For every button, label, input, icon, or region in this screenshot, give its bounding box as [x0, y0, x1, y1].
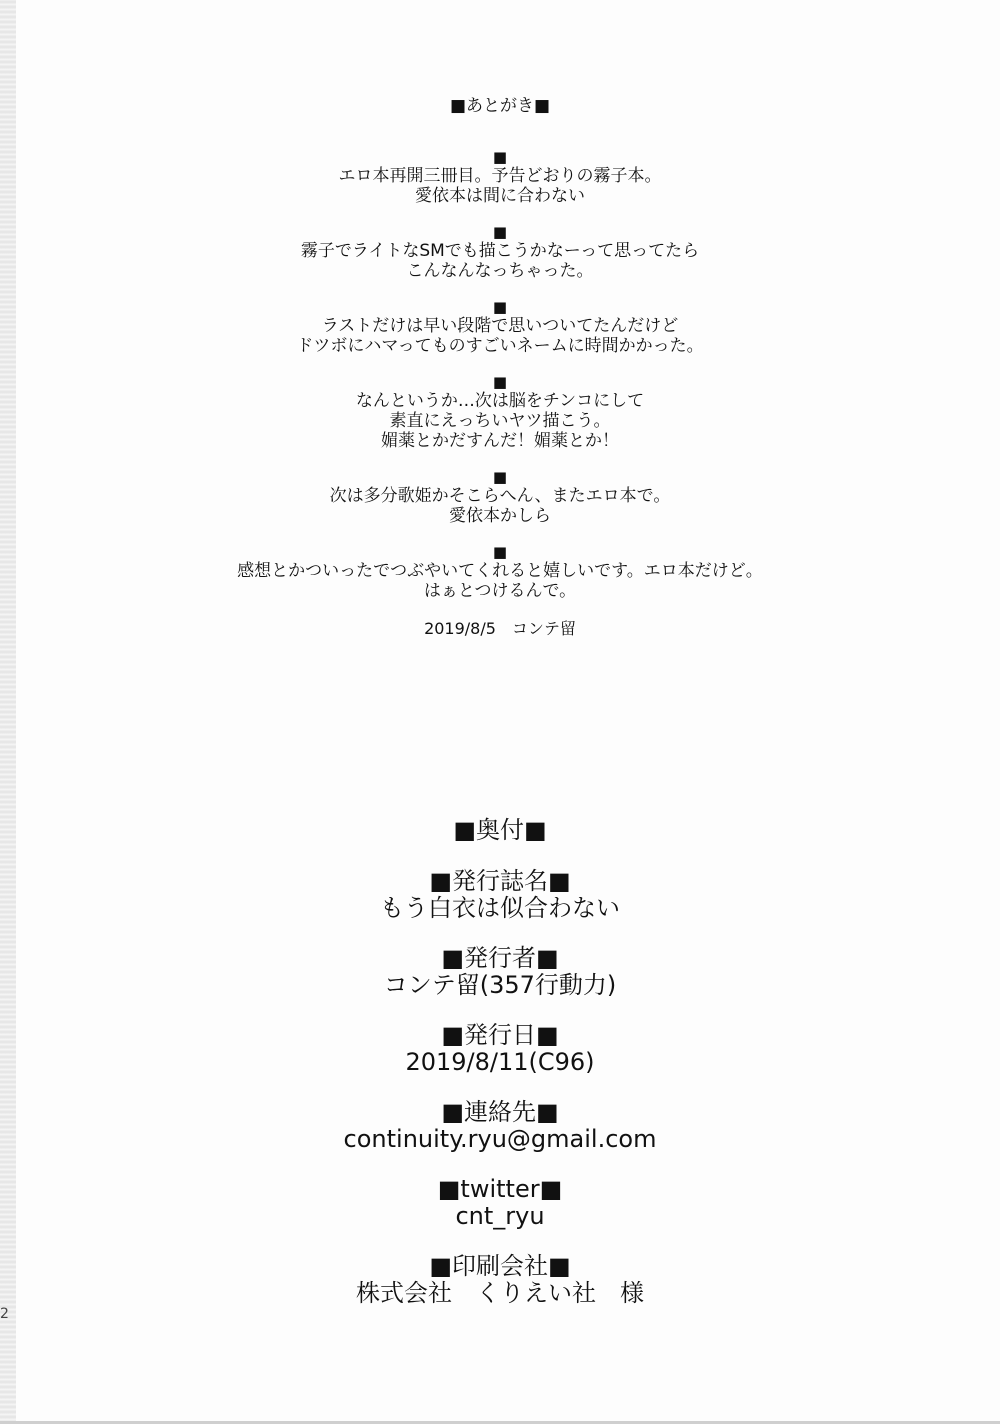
afterword-line: 次は多分歌姫かそこらへん、またエロ本で。: [329, 486, 671, 506]
afterword-line: 霧子でライトなSMでも描こうかなーって思ってたら: [300, 241, 700, 261]
entry-value: コンテ留(357行動力): [383, 971, 617, 999]
colophon-entry-twitter: [0, 1176, 1000, 1230]
colophon-entry-publication: [0, 868, 1000, 922]
entry-label: ■連絡先■: [441, 1098, 559, 1126]
afterword-block: [0, 544, 1000, 601]
afterword-block: [0, 299, 1000, 356]
block-marker: ■: [492, 468, 508, 486]
entry-value: 株式会社 くりえい社 様: [356, 1279, 644, 1307]
colophon-entry-printer: [0, 1253, 1000, 1307]
afterword-block: [0, 374, 1000, 451]
entry-value: もう白衣は似合わない: [380, 894, 620, 922]
entry-label: ■twitter■: [437, 1175, 563, 1203]
entry-label: ■発行誌名■: [429, 867, 571, 895]
block-marker: ■: [492, 373, 508, 391]
block-marker: ■: [492, 223, 508, 241]
afterword-line: 媚薬とかだすんだ！媚薬とか！: [381, 431, 619, 451]
entry-value: continuity.ryu@gmail.com: [343, 1125, 657, 1153]
colophon-entry-publisher: [0, 945, 1000, 999]
afterword-line: ラストだけは早い段階で思いついてたんだけど: [321, 316, 679, 336]
entry-value: 2019/8/11(C96): [405, 1048, 595, 1076]
afterword-line: こんなんなっちゃった。: [406, 261, 594, 281]
afterword-section: [0, 96, 1000, 639]
entry-value: cnt_ryu: [455, 1202, 545, 1230]
afterword-block: [0, 224, 1000, 281]
colophon-title: ■奥付■: [453, 816, 547, 844]
colophon-entry-contact: [0, 1099, 1000, 1153]
afterword-line: はぁとつけるんで。: [423, 581, 577, 601]
afterword-block: [0, 469, 1000, 526]
afterword-line: 素直にえっちいヤツ描こう。: [389, 411, 611, 431]
afterword-block: [0, 149, 1000, 206]
afterword-line: エロ本再開三冊目。予告どおりの霧子本。: [338, 166, 662, 186]
colophon-entry-date: [0, 1022, 1000, 1076]
entry-label: ■発行日■: [441, 1021, 559, 1049]
block-marker: ■: [492, 148, 508, 166]
page-number: 2: [0, 1306, 9, 1322]
block-marker: ■: [492, 298, 508, 316]
entry-label: ■発行者■: [441, 944, 559, 972]
entry-label: ■印刷会社■: [429, 1252, 571, 1280]
afterword-title: ■あとがき■: [449, 96, 551, 116]
afterword-line: 感想とかついったでつぶやいてくれると嬉しいです。エロ本だけど。: [237, 561, 763, 581]
afterword-line: 愛依本かしら: [449, 506, 551, 526]
afterword-line: なんというか…次は脳をチンコにして: [355, 391, 645, 411]
colophon-section: [0, 814, 1000, 1330]
afterword-line: ドツボにハマってものすごいネームに時間かかった。: [296, 336, 704, 356]
afterword-line: 愛依本は間に合わない: [415, 186, 585, 206]
afterword-signature: 2019/8/5 コンテ留: [424, 619, 576, 638]
block-marker: ■: [492, 543, 508, 561]
